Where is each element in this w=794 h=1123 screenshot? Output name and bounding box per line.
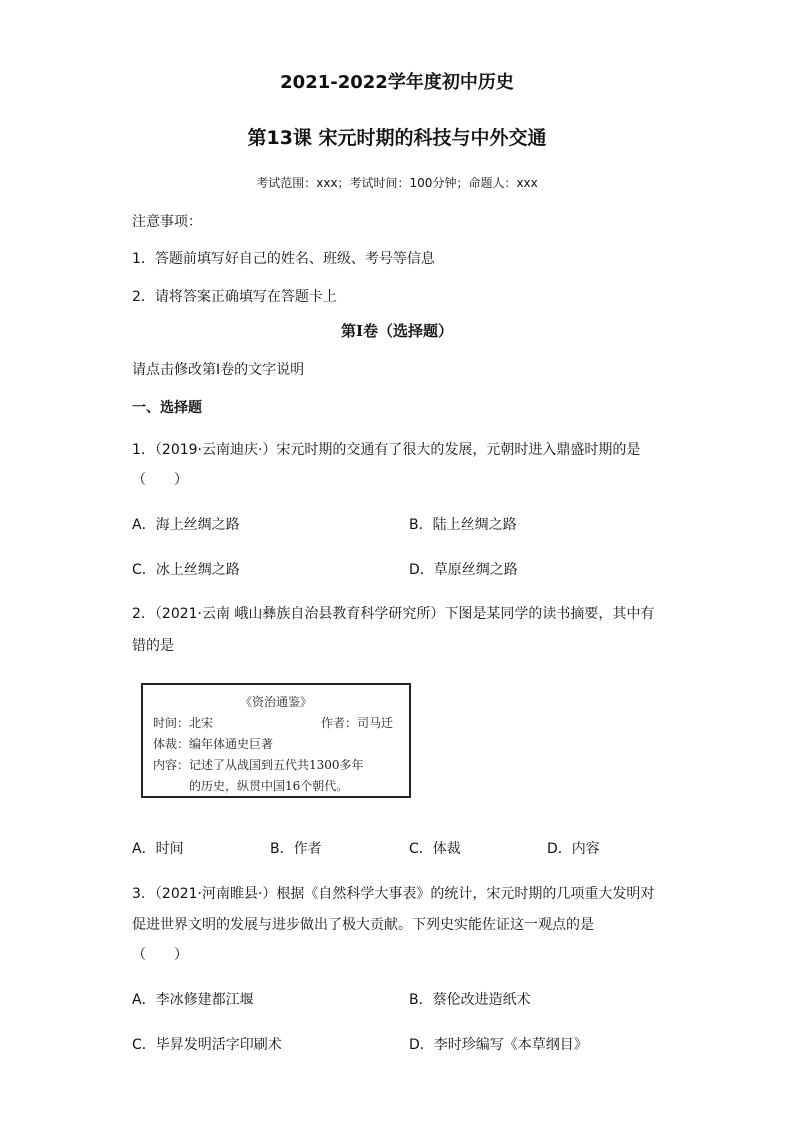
- question-1-option-a: A．海上丝绸之路: [132, 517, 240, 533]
- excerpt-content: 内容：记述了从战国到五代共1300多年: [153, 758, 364, 772]
- question-3-option-c: C．毕昇发明活字印刷术: [132, 1037, 282, 1053]
- question-1-option-c: C．冰上丝绸之路: [132, 562, 240, 578]
- excerpt-genre: 体裁：编年体通史巨著: [153, 737, 274, 751]
- question-2-option-c: C．体裁: [409, 841, 461, 857]
- question-3-option-a: A．李冰修建都江堰: [132, 992, 254, 1008]
- notice-item-2: 2．请将答案正确填写在答题卡上: [132, 289, 337, 305]
- question-3-blank: （ ）: [132, 947, 188, 963]
- excerpt-content-cont: 的历史，纵贯中国16个朝代。: [189, 779, 349, 793]
- notice-heading: 注意事项：: [132, 214, 202, 230]
- part-heading: 一、选择题: [132, 400, 202, 416]
- question-2-option-b: B．作者: [270, 841, 322, 857]
- notice-item-1: 1．答题前填写好自己的姓名、班级、考号等信息: [132, 251, 435, 267]
- excerpt-book-title: 《资治通鉴》: [239, 695, 312, 709]
- reading-excerpt-box: [141, 683, 411, 798]
- question-3-stem: 3．（2021·河南睢县·）根据《自然科学大事表》的统计，宋元时期的几项重大发明对: [132, 886, 655, 902]
- exam-info: 考试范围：xxx；考试时间：100分钟；命题人：xxx: [256, 176, 538, 190]
- question-3-stem-cont: 促进世界文明的发展与进步做出了极大贡献。下列史实能佐证这一观点的是: [132, 917, 594, 933]
- question-1-blank: （ ）: [132, 472, 188, 488]
- excerpt-time: 时间：北宋: [153, 716, 214, 730]
- lesson-title: 第13课 宋元时期的科技与中外交通: [247, 127, 547, 149]
- section-description: 请点击修改第I卷的文字说明: [132, 362, 305, 378]
- section-title: 第I卷（选择题）: [340, 322, 454, 340]
- question-1-option-b: B．陆上丝绸之路: [409, 517, 517, 533]
- question-3-option-d: D．李时珍编写《本草纲目》: [409, 1037, 588, 1053]
- question-1-option-d: D．草原丝绸之路: [409, 562, 518, 578]
- question-3-option-b: B．蔡伦改进造纸术: [409, 992, 531, 1008]
- question-2-stem-cont: 错的是: [132, 638, 174, 654]
- question-2-option-d: D．内容: [547, 841, 600, 857]
- question-2-stem: 2．（2021·云南 峨山彝族自治县教育科学研究所）下图是某同学的读书摘要，其中有: [132, 606, 655, 622]
- document-title: 2021-2022学年度初中历史: [280, 72, 514, 93]
- excerpt-author: 作者：司马迁: [321, 716, 394, 730]
- question-2-option-a: A．时间: [132, 841, 184, 857]
- question-1-stem: 1．（2019·云南迪庆·）宋元时期的交通有了很大的发展，元朝时进入鼎盛时期的是: [132, 442, 641, 458]
